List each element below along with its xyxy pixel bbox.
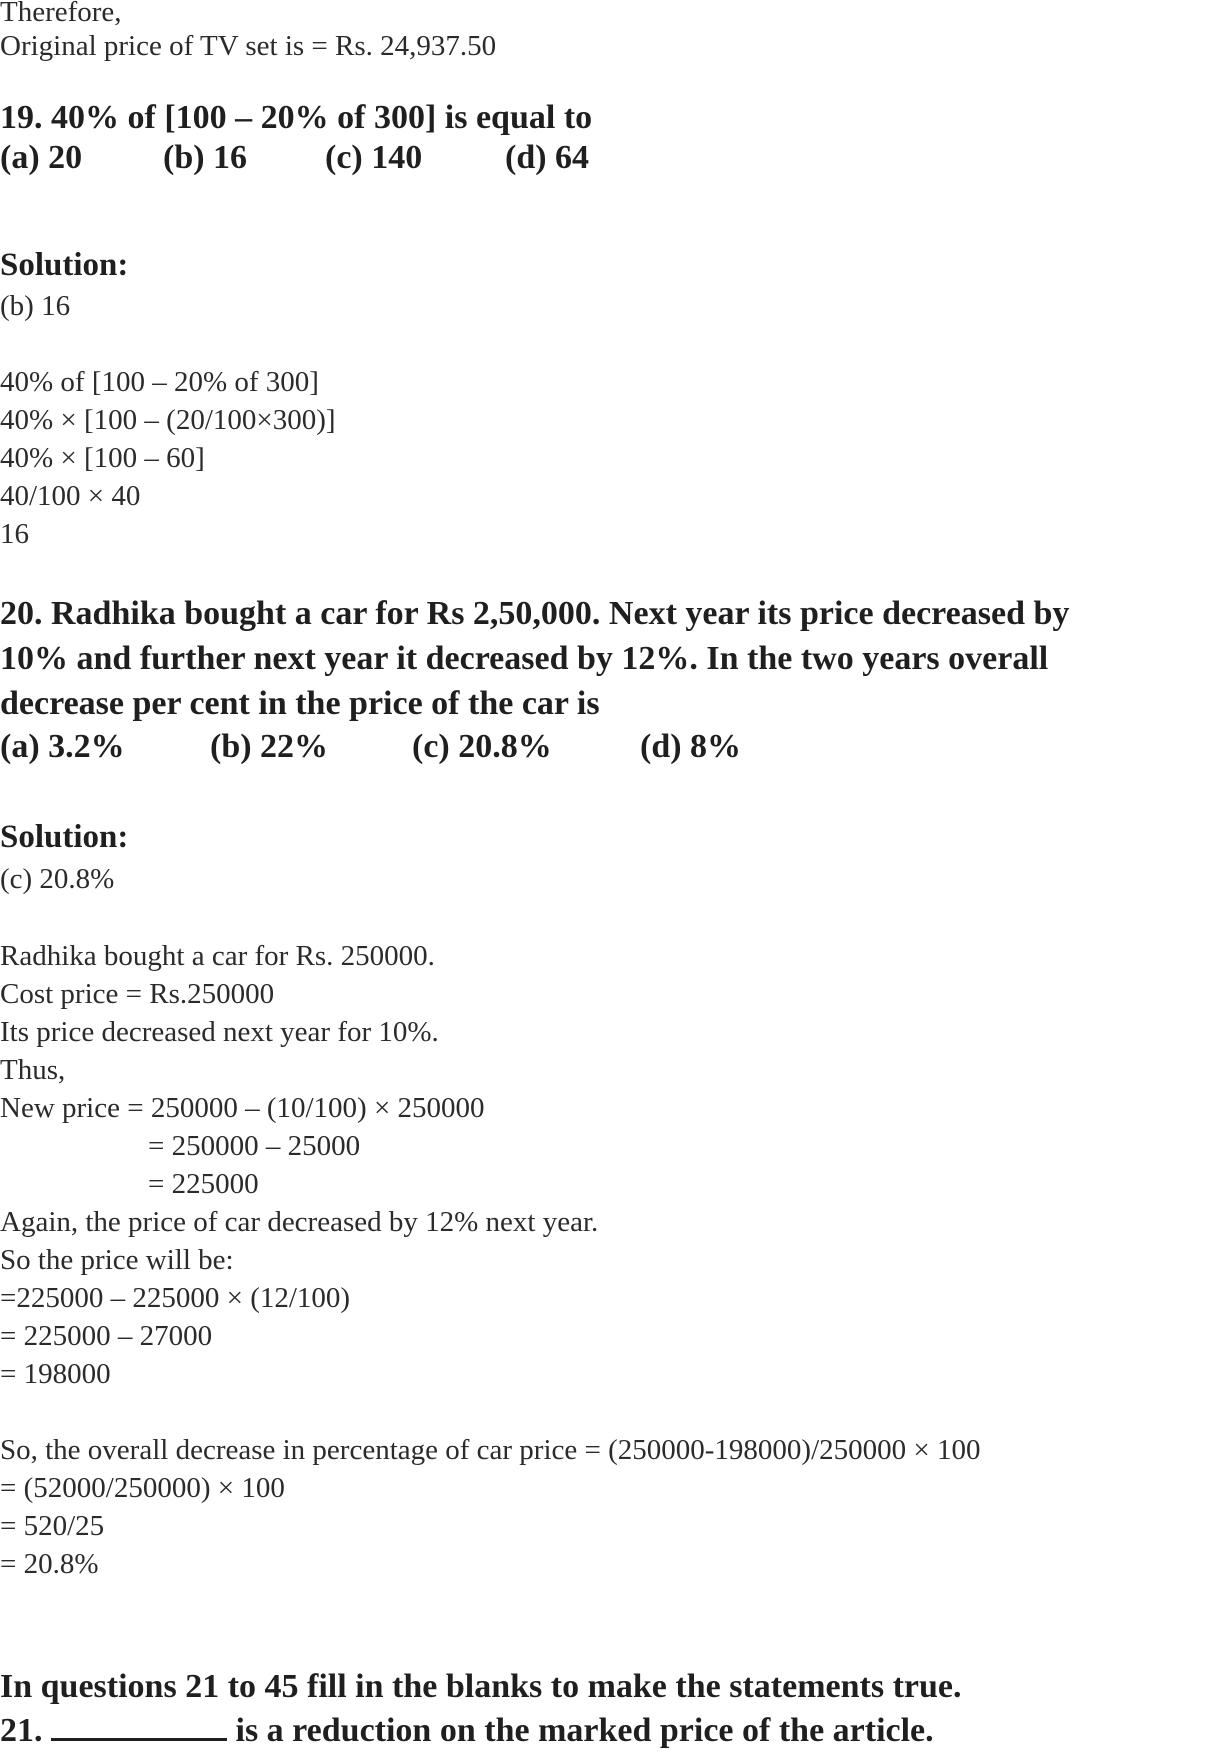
solution-step: 40% × [100 – (20/100×300)] (0, 404, 336, 436)
solution-step: =225000 – 225000 × (12/100) (0, 1282, 351, 1314)
question-21-text: is a reduction on the marked price of the article. (227, 1712, 934, 1749)
solution-answer: (b) 16 (0, 290, 71, 322)
prev-solution-line: Therefore, (0, 0, 122, 28)
solution-step-indented: = 250000 – 25000 (148, 1130, 361, 1162)
option-a: (a) 20 (0, 139, 83, 176)
option-d: (d) 8% (640, 728, 742, 765)
solution-heading: Solution: (0, 819, 129, 855)
solution-step: 40/100 × 40 (0, 480, 141, 512)
question-20-line-1: 20. Radhika bought a car for Rs 2,50,000. Next year its price decreased by (0, 595, 1070, 632)
option-a: (a) 3.2% (0, 728, 125, 765)
option-b: (b) 22% (210, 728, 329, 765)
solution-step: = 225000 – 27000 (0, 1320, 213, 1352)
solution-step: So the price will be: (0, 1244, 234, 1276)
prev-solution-result: Original price of TV set is = Rs. 24,937.50 (0, 30, 497, 62)
solution-step: Radhika bought a car for Rs. 250000. (0, 940, 435, 972)
solution-step: = 20.8% (0, 1548, 99, 1580)
solution-step: 40% of [100 – 20% of 300] (0, 366, 319, 398)
solution-step: 16 (0, 518, 29, 550)
solution-step: Its price decreased next year for 10%. (0, 1016, 439, 1048)
question-19-options (0, 137, 700, 179)
solution-step: So, the overall decrease in percentage of car price = (250000-198000)/250000 × 100 (0, 1434, 981, 1466)
question-20-line-2: 10% and further next year it decreased by 12%. In the two years overall (0, 640, 1049, 677)
question-21-number: 21. (0, 1712, 43, 1749)
fill-in-blank (51, 1710, 227, 1741)
solution-step-indented: = 225000 (148, 1168, 259, 1200)
solution-step: = 520/25 (0, 1510, 105, 1542)
solution-answer: (c) 20.8% (0, 863, 115, 895)
solution-step: = 198000 (0, 1358, 111, 1390)
solution-step: New price = 250000 – (10/100) × 250000 (0, 1092, 485, 1124)
option-b: (b) 16 (163, 139, 248, 176)
option-c: (c) 140 (325, 139, 423, 176)
option-d: (d) 64 (505, 139, 590, 176)
solution-step: = (52000/250000) × 100 (0, 1472, 285, 1504)
option-c: (c) 20.8% (412, 728, 552, 765)
question-20-options (0, 726, 800, 768)
question-20-line-3: decrease per cent in the price of the car is (0, 685, 600, 722)
question-21 (0, 1710, 934, 1752)
solution-heading: Solution: (0, 247, 129, 283)
question-19: 19. 40% of [100 – 20% of 300] is equal to (0, 99, 593, 136)
solution-step: Thus, (0, 1054, 66, 1086)
solution-step: Again, the price of car decreased by 12% next year. (0, 1206, 599, 1238)
solution-step: Cost price = Rs.250000 (0, 978, 275, 1010)
solution-step: 40% × [100 – 60] (0, 442, 205, 474)
section-instruction: In questions 21 to 45 fill in the blanks to make the statements true. (0, 1668, 962, 1705)
